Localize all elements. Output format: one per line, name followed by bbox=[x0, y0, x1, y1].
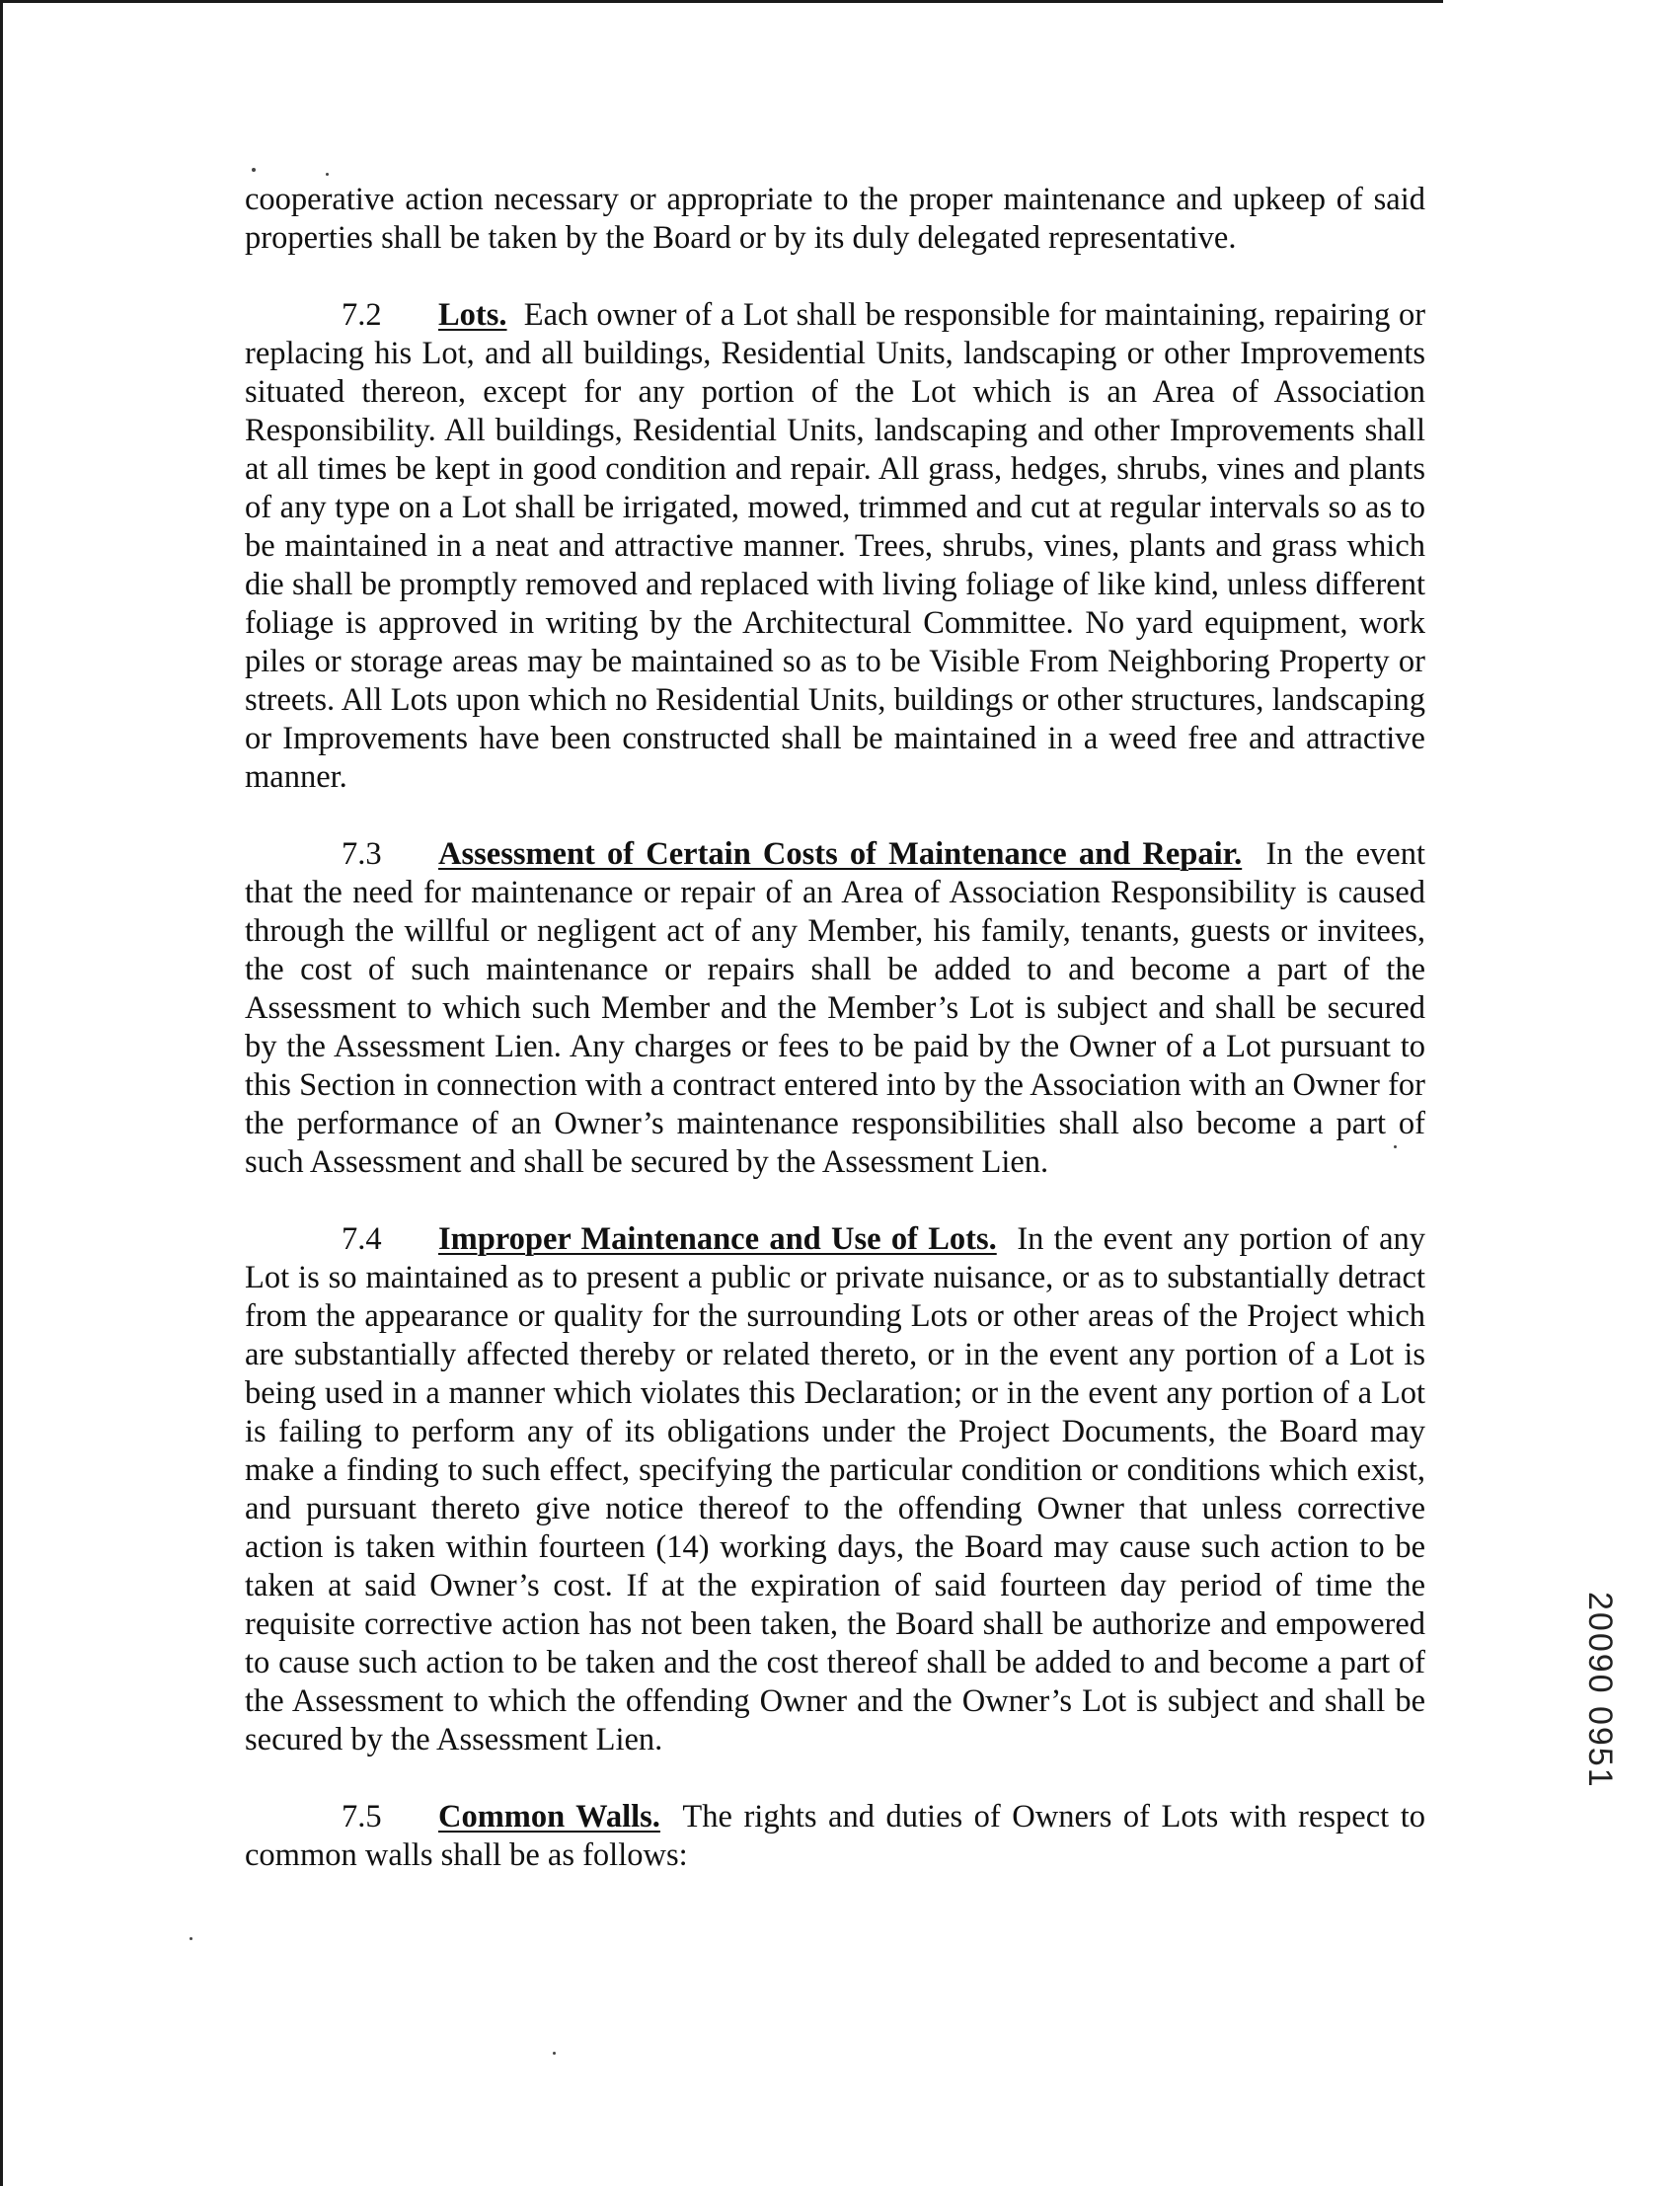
section-7-4 bbox=[245, 1220, 1425, 1759]
scan-speck bbox=[326, 173, 329, 176]
scan-speck bbox=[553, 2052, 556, 2055]
section-7-3 bbox=[245, 835, 1425, 1182]
scan-speck bbox=[252, 168, 256, 172]
scan-left-edge-rule bbox=[0, 0, 3, 2186]
section-7-2 bbox=[245, 296, 1425, 797]
section-heading: Lots. bbox=[438, 297, 507, 333]
section-body: In the event that the need for maintenance or repair of an Area of Association Responsibility is caused through the willful or negligent act of any Member, his family, tenants, guests or invitees, the cost of such maintenance or repairs shall be added to and become a part of the Assessment to which such Member and the Member’s Lot is subject and shall be secured by the Assessment Lien. Any charges or fees to be paid by the Owner of a Lot pursuant to this Section in connection with a contract entered into by the Association with an Owner for the performance of an Owner’s maintenance responsibilities shall also become a part of such Assessment and shall be secured by the Assessment Lien. bbox=[245, 836, 1425, 1180]
scan-speck bbox=[190, 1937, 192, 1940]
scan-top-edge-rule bbox=[0, 0, 1443, 3]
section-number: 7.5 bbox=[342, 1799, 382, 1835]
section-body: In the event any portion of any Lot is so maintained as to present a public or private nuisance, or as to substantially detract from the appearance or quality for the surrounding Lots or other areas of the Project which are substantially affected thereby or related thereto, or in the event any portion of a Lot is being used in a manner which violates this Declaration; or in the event any portion of a Lot is failing to perform any of its obligations under the Project Documents, the Board may make a finding to such effect, specifying the particular condition or conditions which exist, and pursuant thereto give notice thereof to the offending Owner that unless corrective action is taken within fourteen (14) working days, the Board may cause such action to be taken at said Owner’s cost. If at the expiration of said fourteen day period of time the requisite corrective action has not been taken, the Board shall be authorize and empowered to cause such action to be taken and the cost thereof shall be added to and become a part of the Assessment to which the offending Owner and the Owner’s Lot is subject and shall be secured by the Assessment Lien. bbox=[245, 1221, 1425, 1757]
recording-number-stamp: 20090 0951 bbox=[1581, 1592, 1619, 1789]
section-heading: Assessment of Certain Costs of Maintenance and Repair. bbox=[438, 836, 1243, 872]
intro-text: cooperative action necessary or appropriate to the proper maintenance and upkeep of said properties shall be taken by the Board or by its duly delegated representative. bbox=[245, 182, 1425, 256]
section-heading: Common Walls. bbox=[438, 1799, 660, 1835]
section-body: The rights and duties of Owners of Lots with respect to common walls shall be as follows: bbox=[245, 1799, 1425, 1873]
section-body: Each owner of a Lot shall be responsible for maintaining, repairing or replacing his Lot, and all buildings, Residential Units, landscaping or other Improvements situated thereon, except for any portion of the Lot which is an Area of Association Responsibility. All buildings, Residential Units, landscaping and other Improvements shall at all times be kept in good condition and repair. All grass, hedges, shrubs, vines and plants of any type on a Lot shall be irrigated, mowed, trimmed and cut at regular intervals so as to be maintained in a neat and attractive manner. Trees, shrubs, vines, plants and grass which die shall be promptly removed and replaced with living foliage of like kind, unless different foliage is approved in writing by the Architectural Committee. No yard equipment, work piles or storage areas may be maintained so as to be Visible From Neighboring Property or streets. All Lots upon which no Residential Units, buildings or other structures, landscaping or Improvements have been constructed shall be maintained in a weed free and attractive manner. bbox=[245, 297, 1426, 795]
section-heading: Improper Maintenance and Use of Lots. bbox=[438, 1221, 997, 1257]
intro-paragraph bbox=[245, 181, 1425, 258]
document-body bbox=[245, 181, 1425, 1875]
section-7-5 bbox=[245, 1798, 1425, 1875]
section-number: 7.2 bbox=[342, 297, 382, 333]
section-number: 7.3 bbox=[342, 836, 382, 872]
section-number: 7.4 bbox=[342, 1221, 382, 1257]
